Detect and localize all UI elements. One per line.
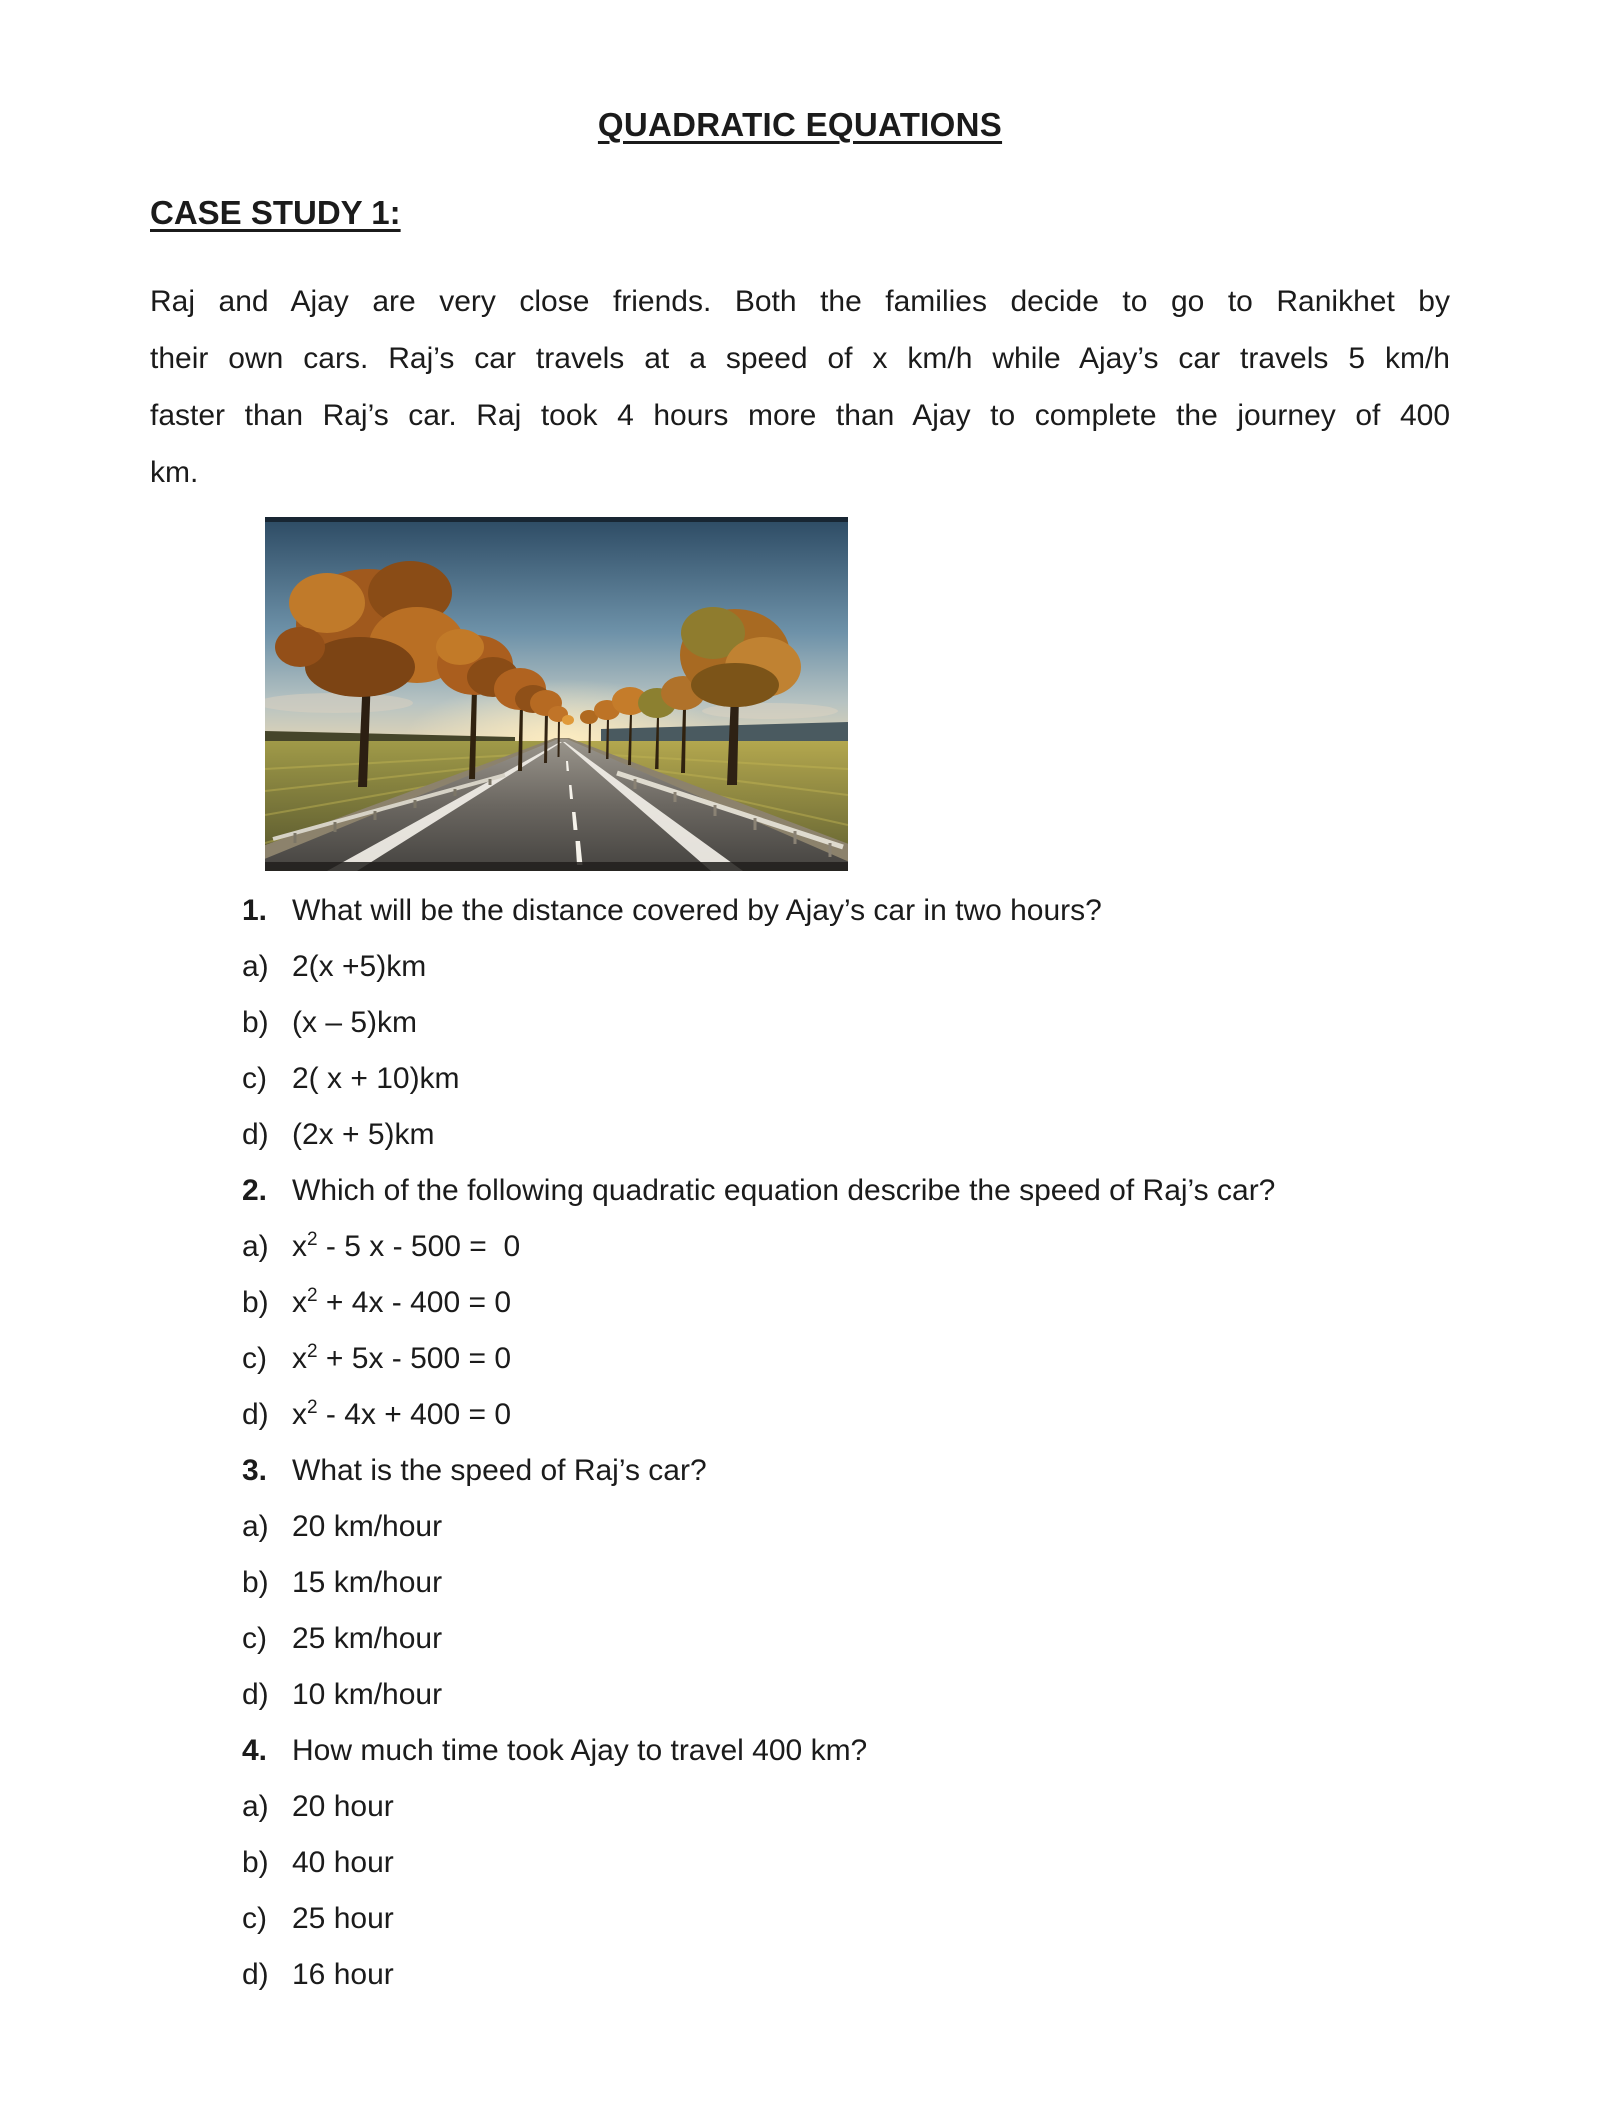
intro-line-2: their own cars. Raj’s car travels at a speed of x km/h while Ajay’s car travels 5 km/h xyxy=(150,342,1450,375)
option-label: c) xyxy=(242,1342,267,1375)
question-1-option-c xyxy=(150,1051,1600,1107)
question-list xyxy=(150,883,1600,2003)
option-text: 25 hour xyxy=(292,1902,394,1935)
option-label: d) xyxy=(242,1118,269,1151)
question-4-option-a xyxy=(150,1779,1600,1835)
option-label: a) xyxy=(242,1790,269,1823)
question-text: What will be the distance covered by Ajay’s car in two hours? xyxy=(292,894,1102,927)
option-label: b) xyxy=(242,1006,269,1039)
option-text: 2(x +5)km xyxy=(292,950,427,983)
option-label: c) xyxy=(242,1062,267,1095)
option-label: b) xyxy=(242,1846,269,1879)
intro-line-4: km. xyxy=(150,456,199,489)
exponent: 2 xyxy=(307,1341,318,1362)
intro-paragraph xyxy=(150,273,1450,501)
question-2-option-b xyxy=(150,1275,1600,1331)
option-text: 20 hour xyxy=(292,1790,394,1823)
option-text: 10 km/hour xyxy=(292,1678,443,1711)
option-text: 2( x + 10)km xyxy=(292,1062,460,1095)
question-number: 3. xyxy=(242,1454,268,1487)
option-label: b) xyxy=(242,1566,269,1599)
option-text: $x^2 + 4x - 400 = 0$ xyxy=(292,1285,512,1319)
option-text: 16 hour xyxy=(292,1958,394,1991)
question-2 xyxy=(150,1163,1600,1219)
option-text: (2x + 5)km xyxy=(292,1118,435,1151)
question-3-option-b xyxy=(150,1555,1600,1611)
page-title: QUADRATIC EQUATIONS xyxy=(597,106,1003,143)
question-text: What is the speed of Raj’s car? xyxy=(292,1454,707,1487)
intro-line-1: Raj and Ajay are very close friends. Both the families decide to go to Ranikhet by xyxy=(150,285,1450,318)
question-3-option-d xyxy=(150,1667,1600,1723)
option-label: c) xyxy=(242,1902,267,1935)
option-label: b) xyxy=(242,1286,269,1319)
question-text: How much time took Ajay to travel 400 km? xyxy=(292,1734,868,1767)
option-label: a) xyxy=(242,950,269,983)
option-label: d) xyxy=(242,1678,269,1711)
option-label: a) xyxy=(242,1510,269,1543)
option-label: d) xyxy=(242,1958,269,1991)
option-label: a) xyxy=(242,1230,269,1263)
question-text: Which of the following quadratic equation describe the speed of Raj’s car? xyxy=(292,1174,1276,1207)
option-text: 25 km/hour xyxy=(292,1622,443,1655)
question-4-option-d xyxy=(150,1947,1600,2003)
question-4-option-b xyxy=(150,1835,1600,1891)
question-1-option-a xyxy=(150,939,1600,995)
question-3-option-a xyxy=(150,1499,1600,1555)
question-1-option-b xyxy=(150,995,1600,1051)
question-2-option-a xyxy=(150,1219,1600,1275)
document-page xyxy=(0,105,1600,2120)
question-number: 2. xyxy=(242,1174,268,1207)
question-2-option-d xyxy=(150,1387,1600,1443)
question-1-option-d xyxy=(150,1107,1600,1163)
section-heading: CASE STUDY 1: xyxy=(150,194,401,231)
option-text: 20 km/hour xyxy=(292,1510,443,1543)
question-2-option-c xyxy=(150,1331,1600,1387)
option-text: $x^2 + 5x - 500 = 0$ xyxy=(292,1341,512,1375)
option-label: c) xyxy=(242,1622,267,1655)
exponent: 2 xyxy=(307,1229,318,1250)
question-3 xyxy=(150,1443,1600,1499)
exponent: 2 xyxy=(307,1397,318,1418)
option-label: d) xyxy=(242,1398,269,1431)
road-photo-image xyxy=(265,517,848,871)
intro-line-3: faster than Raj’s car. Raj took 4 hours more than Ajay to complete the journey of 400 xyxy=(150,399,1450,432)
question-3-option-c xyxy=(150,1611,1600,1667)
option-text: 40 hour xyxy=(292,1846,394,1879)
exponent: 2 xyxy=(307,1285,318,1306)
question-4 xyxy=(150,1723,1600,1779)
option-text: (x – 5)km xyxy=(292,1006,418,1039)
question-number: 1. xyxy=(242,894,268,927)
option-text: 15 km/hour xyxy=(292,1566,443,1599)
option-text: $x^2 - 4x + 400 = 0$ xyxy=(292,1397,512,1431)
question-number: 4. xyxy=(242,1734,268,1767)
road-photo xyxy=(265,517,848,871)
question-4-option-c xyxy=(150,1891,1600,1947)
option-text: $x^2 - 5$ x - 500 = 0 xyxy=(292,1229,521,1263)
question-1 xyxy=(150,883,1600,939)
